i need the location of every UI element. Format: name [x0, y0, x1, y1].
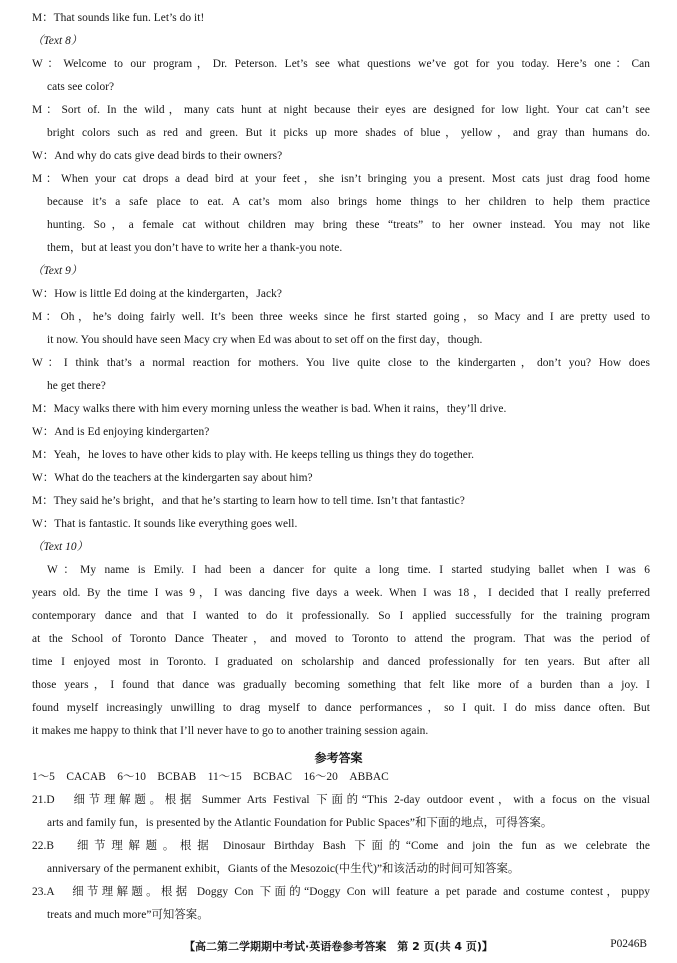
text-line: M：When your cat drops a dead bird at your feet，she isn’t bringing you a present. Most cats just drag food home	[32, 173, 650, 185]
text-line: hunting. So，a female cat without children may bring these “treats” to her owner instead. You may not like	[47, 219, 650, 231]
text-line: he get there?	[47, 380, 106, 392]
text-line: years old. By the time I was 9，I was dancing five days a week. When I was 18，I decided that I really preferred	[32, 587, 650, 599]
text-line: anniversary of the permanent exhibit，Giants of the Mesozoic(中生代)”和该活动的时间可知答案。	[47, 863, 520, 875]
text-line: it now. You should have seen Macy cry when Ed was about to set off on the first day，though.	[47, 334, 483, 346]
text-line: them，but at least you don’t have to write her a thank-you note.	[47, 242, 343, 254]
text-line: W：And why do cats give dead birds to their owners?	[32, 150, 283, 162]
text-line: cats see color?	[47, 81, 115, 93]
text-line: （Text 8）	[32, 35, 83, 47]
text-line: W：Welcome to our program，Dr. Peterson. Let’s see what questions we’ve got for you today. Here’s one：Can	[32, 58, 650, 70]
text-line: （Text 9）	[32, 265, 83, 277]
answer-heading: 参考答案	[314, 751, 363, 765]
text-line: M：Macy walks there with him every morning unless the weather is bad. When it rains，they’ll drive.	[32, 403, 507, 415]
text-line: M：Oh，he’s doing fairly well. It’s been three weeks since he first started going，so Macy and I are pretty used to	[32, 311, 650, 323]
footer-code: P0246B	[610, 938, 647, 950]
text-line: W：I think that’s a normal reaction for mothers. You live quite close to the kindergarten，don’t you? How does	[32, 357, 650, 369]
text-line: M：Sort of. In the wild，many cats hunt at night because their eyes are designed for low light. Your cat can’t see	[32, 104, 650, 116]
text-line: W：That is fantastic. It sounds like everything goes well.	[32, 518, 298, 530]
text-line: W：My name is Emily. I had been a dancer for quite a long time. I started studying ballet when I was 6	[47, 564, 650, 576]
text-line: at the School of Toronto Dance Theater，and moved to Toronto to attend the program. That was the period of	[32, 633, 650, 645]
text-line: those years，I found that dance was gradually becoming something that felt like more of a burden than a joy. I	[32, 679, 650, 691]
text-line: W：How is little Ed doing at the kindergarten，Jack?	[32, 288, 282, 300]
text-line: W：And is Ed enjoying kindergarten?	[32, 426, 210, 438]
text-line: W：What do the teachers at the kindergarten say about him?	[32, 472, 313, 484]
text-line: bright colors such as red and green. But it picks up more shades of blue，yellow，and gray than humans do.	[47, 127, 650, 139]
text-line: 21.D 细节理解题。根据 Summer Arts Festival 下面的“This 2-day outdoor event，with a focus on the visual	[32, 794, 650, 806]
text-line: 23.A 细节理解题。根据 Doggy Con 下面的“Doggy Con will feature a pet parade and costume contest，puppy	[32, 886, 650, 898]
text-line: arts and family fun，is presented by the Atlantic Foundation for Public Spaces”和下面的地点，可得答案。	[47, 817, 553, 829]
text-line: treats and much more”可知答案。	[47, 909, 209, 921]
text-line: found myself increasingly unwilling to drag myself to dance performances，so I quit. I do miss dance often. But	[32, 702, 650, 714]
text-line: 1～5 CACAB 6～10 BCBAB 11～15 BCBAC 16～20 ABBAC	[32, 771, 389, 783]
text-line: because it’s a safe place to eat. A cat’s mom also brings home things to her children to help them practice	[47, 196, 650, 208]
text-line: contemporary dance and that I wanted to do it professionally. So I applied successfully for the training program	[32, 610, 650, 622]
text-line: M：That sounds like fun. Let’s do it!	[32, 12, 205, 24]
text-line: M：Yeah，he loves to have other kids to play with. He keeps telling us things they do together.	[32, 449, 474, 461]
text-line: time I enjoyed most in Toronto. I graduated on scholarship and danced professionally for ten years. But after all	[32, 656, 650, 668]
footer-title: 【高二第二学期期中考试·英语卷参考答案 第 2 页(共 4 页)】	[184, 940, 493, 953]
text-line: M：They said he’s bright，and that he’s starting to learn how to tell time. Isn’t that fantastic?	[32, 495, 465, 507]
text-line: it makes me happy to think that I’ll never have to go to another training session again.	[32, 725, 429, 737]
text-line: （Text 10）	[32, 541, 89, 553]
text-line: 22.B 细节理解题。根据 Dinosaur Birthday Bash 下面的“Come and join the fun as we celebrate the	[32, 840, 650, 852]
